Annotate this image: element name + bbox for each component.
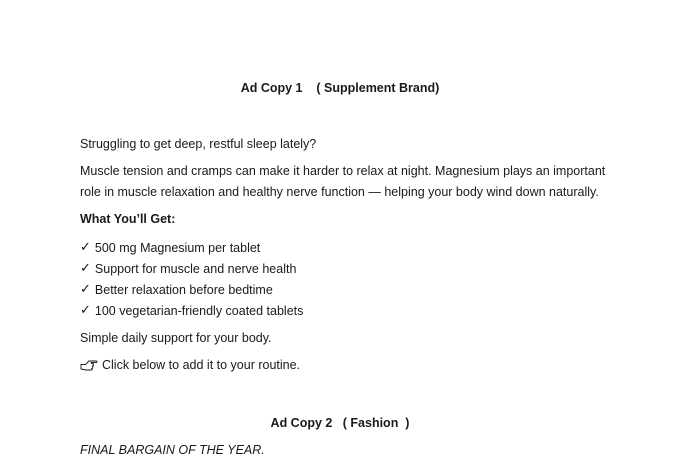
- benefit-text: 500 mg Magnesium per tablet: [94, 240, 261, 255]
- checkmark-icon: ✓: [80, 240, 91, 255]
- benefit-item: [80, 240, 260, 255]
- benefit-item: [80, 303, 303, 318]
- checkmark-icon: ✓: [80, 303, 91, 318]
- call-to-action-text: Click below to add it to your routine.: [102, 358, 301, 372]
- call-to-action: [80, 358, 300, 372]
- ad-copy-1-intro: Struggling to get deep, restful sleep lately?: [80, 137, 317, 151]
- ad-copy-2-heading: Ad Copy 2 ( Fashion ): [270, 416, 410, 430]
- ad-copy-2-first-line: FINAL BARGAIN OF THE YEAR.: [80, 443, 265, 457]
- ad-copy-1-body-line-1: Muscle tension and cramps can make it harder to relax at night. Magnesium plays an important: [80, 164, 606, 178]
- ad-copy-1-body-line-2: role in muscle relaxation and healthy nerve function — helping your body wind down naturally.: [80, 185, 599, 199]
- pointing-hand-icon: [80, 358, 98, 372]
- ad-copy-1-heading: Ad Copy 1 ( Supplement Brand): [240, 81, 440, 95]
- benefit-text: Better relaxation before bedtime: [94, 282, 273, 297]
- checkmark-icon: ✓: [80, 282, 91, 297]
- benefits-heading: What You’ll Get:: [80, 212, 176, 226]
- benefit-item: [80, 282, 273, 297]
- ad-copy-1-closing: Simple daily support for your body.: [80, 331, 272, 345]
- benefit-text: 100 vegetarian-friendly coated tablets: [94, 303, 304, 318]
- benefit-item: [80, 261, 296, 276]
- benefit-text: Support for muscle and nerve health: [94, 261, 297, 276]
- checkmark-icon: ✓: [80, 261, 91, 276]
